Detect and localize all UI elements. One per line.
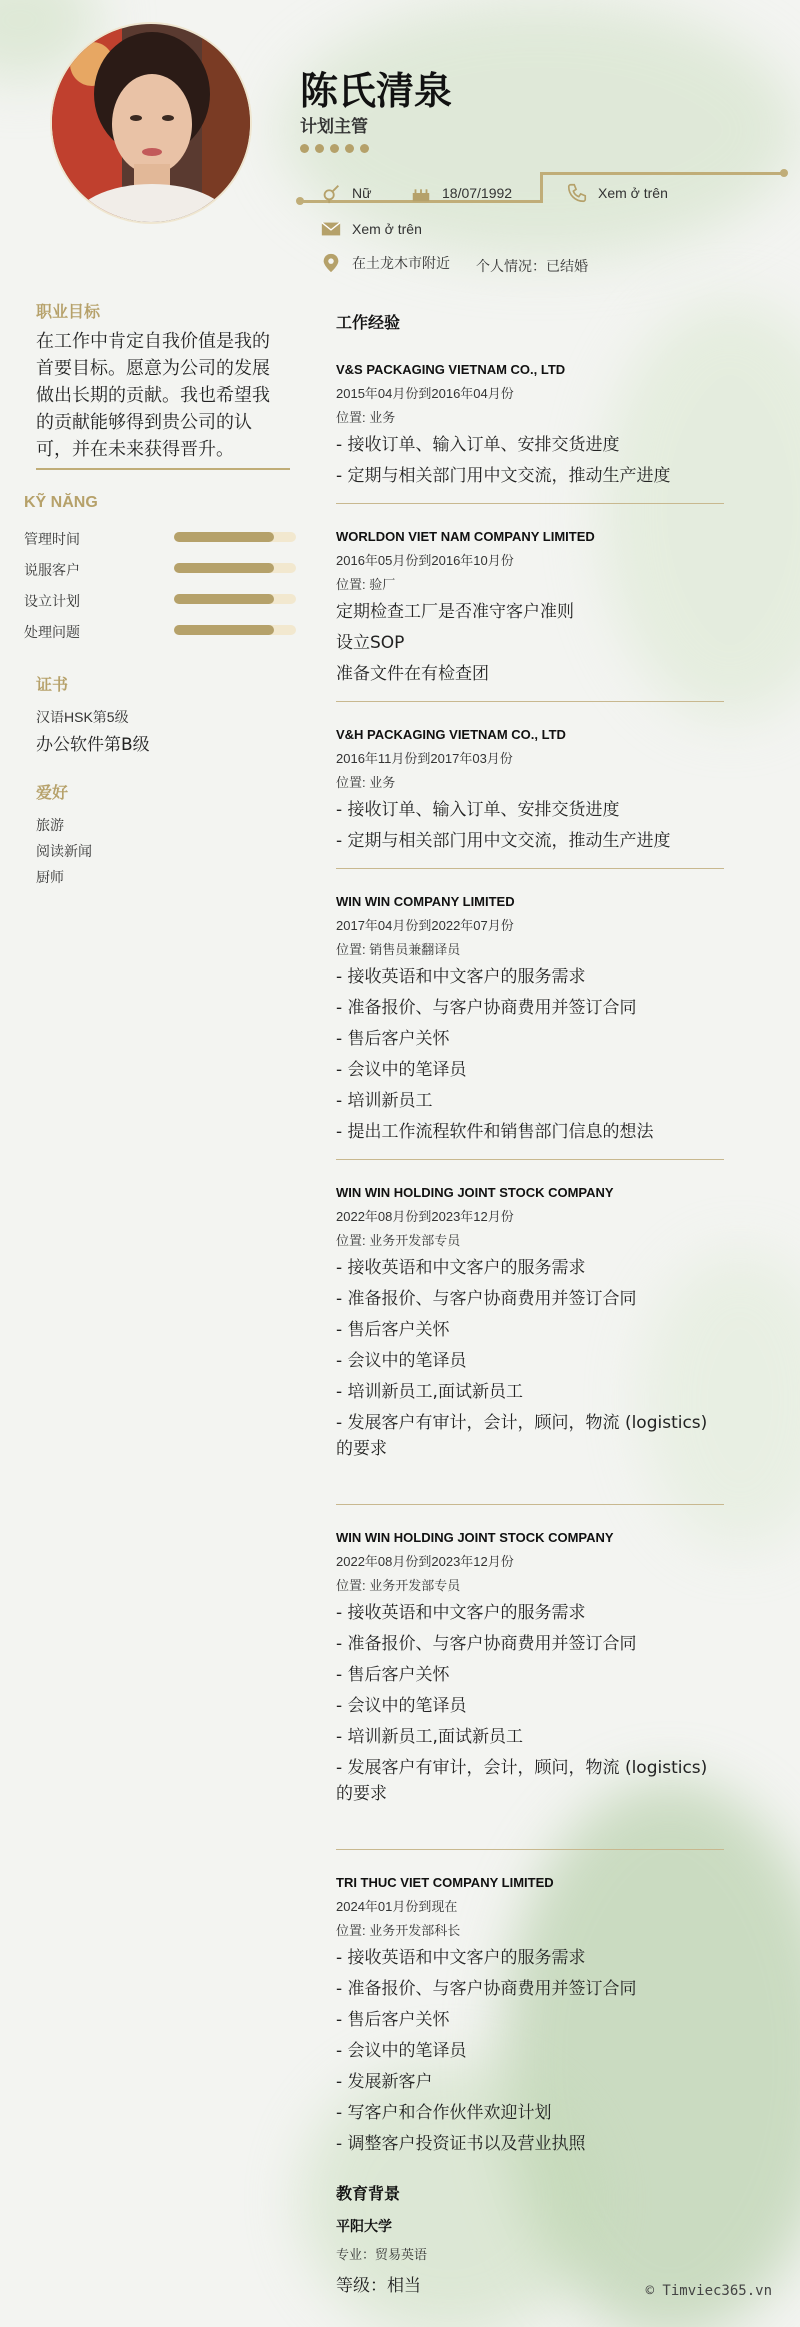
job-divider [336,868,724,869]
birthday-cake-icon [410,182,432,204]
hobby-item: 阅读新闻 [36,843,92,859]
job-duty: 准备文件在有检查团 [336,664,489,684]
job-duty: - 接收英语和中文客户的服务需求 [336,967,586,987]
main-column [336,310,724,2296]
job-duty: - 接收订单、输入订单、安排交货进度 [336,800,620,820]
objective-divider [36,468,290,470]
education-grade: 等级：相当 [336,2276,421,2296]
experience-entry [336,716,724,869]
skill-label: 设立计划 [24,593,80,609]
info-line-dot [296,197,304,205]
skill-fill [174,625,274,635]
footer-brand: © Timviec365.vn [645,2283,772,2299]
job-duty: 设立SOP [336,633,405,653]
job-duty: - 售后客户关怀 [336,1665,450,1685]
skill-fill [174,532,274,542]
job-duty: - 培训新员工,面试新员工 [336,1727,523,1747]
job-position: 位置: 业务 [336,410,396,425]
job-duty: - 会议中的笔译员 [336,1060,467,1080]
skill-label: 处理问题 [24,624,80,640]
job-duty: - 会议中的笔译员 [336,1351,467,1371]
gender-icon [320,182,342,204]
job-period: 2022年08月份到2023年12月份 [336,1554,514,1569]
job-duty: - 售后客户关怀 [336,1029,450,1049]
job-duty: - 写客户和合作伙伴欢迎计划 [336,2103,552,2123]
objective-text: 在工作中肯定自我价值是我的首要目标。愿意为公司的发展做出长期的贡献。我也希望我的贡献能够得到贵公司的认可，并在未来获得晋升。 [36,331,270,460]
job-duty: - 发展客户有审计，会计，顾问，物流 (logistics) 的要求 [336,1758,708,1804]
job-divider [336,1159,724,1160]
job-position: 位置: 业务开发部专员 [336,1578,461,1593]
phone-value: Xem ở trên [598,185,668,201]
hobby-item: 厨师 [36,869,64,885]
company-name: WIN WIN COMPANY LIMITED [336,894,515,909]
skill-bar [174,594,296,604]
education-title: 教育背景 [336,2186,401,2203]
job-position: 位置: 销售员兼翻译员 [336,942,461,957]
experience-list [336,351,724,2157]
hobbies-title: 爱好 [36,785,69,802]
info-line [543,172,783,175]
birthday-value: 18/07/1992 [442,185,513,201]
objective-title: 职业目标 [36,304,101,321]
experience-entry [336,1519,724,1850]
skill-row [24,558,294,578]
job-duty: 定期检查工厂是否准守客户准则 [336,602,574,622]
experience-entry [336,351,724,504]
email-icon [320,218,342,240]
info-line-dot [780,169,788,177]
phone-info [566,182,668,204]
job-duty: - 接收英语和中文客户的服务需求 [336,1603,586,1623]
job-duty: - 定期与相关部门用中文交流，推动生产进度 [336,831,671,851]
skill-bar [174,532,296,542]
job-period: 2022年08月份到2023年12月份 [336,1209,514,1224]
job-divider [336,701,724,702]
marital-info [476,256,588,276]
job-duty: - 培训新员工 [336,1091,433,1111]
address-info [320,252,450,274]
experience-entry [336,883,724,1160]
birthday-info [410,182,512,204]
avatar [52,24,250,222]
skill-bar [174,625,296,635]
job-duty: - 准备报价、与客户协商费用并签订合同 [336,1289,637,1309]
email-info [320,218,422,240]
address-value: 在土龙木市附近 [352,255,450,271]
job-duty: - 会议中的笔译员 [336,1696,467,1716]
job-duty: - 培训新员工,面试新员工 [336,1382,523,1402]
job-divider [336,503,724,504]
job-period: 2024年01月份到现在 [336,1899,458,1914]
job-duty: - 发展新客户 [336,2072,433,2092]
job-position: 位置: 验厂 [336,577,396,592]
skill-row [24,620,294,640]
phone-icon [566,182,588,204]
experience-entry [336,518,724,702]
job-position: 位置: 业务 [336,775,396,790]
company-name: V&H PACKAGING VIETNAM CO., LTD [336,727,566,742]
company-name: V&S PACKAGING VIETNAM CO., LTD [336,362,566,377]
job-duty: - 调整客户投资证书以及营业执照 [336,2134,586,2154]
education-school: 平阳大学 [336,2218,392,2234]
job-period: 2016年05月份到2016年10月份 [336,553,514,568]
skills-title: KỸ NĂNG [24,494,98,511]
job-period: 2015年04月份到2016年04月份 [336,386,514,401]
experience-entry [336,1864,724,2157]
email-value: Xem ở trên [352,221,422,237]
job-duty: - 会议中的笔译员 [336,2041,467,2061]
skill-label: 说服客户 [24,562,80,578]
experience-title: 工作经验 [336,315,401,332]
profile-photo [52,24,250,222]
job-duty: - 售后客户关怀 [336,1320,450,1340]
skill-row [24,589,294,609]
job-duty: - 准备报价、与客户协商费用并签订合同 [336,1634,637,1654]
certificate-item: 汉语HSK第5级 [36,709,129,725]
skill-bar [174,563,296,573]
company-name: WIN WIN HOLDING JOINT STOCK COMPANY [336,1185,614,1200]
company-name: WIN WIN HOLDING JOINT STOCK COMPANY [336,1530,614,1545]
info-line [540,172,543,203]
candidate-name: 陈氏清泉 [300,69,453,113]
job-duty: - 发展客户有审计，会计，顾问，物流 (logistics) 的要求 [336,1413,708,1459]
gender-info [320,182,371,204]
experience-entry [336,1174,724,1505]
education-major: 专业：贸易英语 [336,2247,428,2262]
certificate-item: 办公软件第B级 [36,735,150,755]
certificates-title: 证书 [36,677,69,694]
skill-label: 管理时间 [24,531,80,547]
marital-value: 个人情况：已结婚 [476,258,588,274]
job-period: 2017年04月份到2022年07月份 [336,918,514,933]
location-pin-icon [320,252,342,274]
job-period: 2016年11月份到2017年03月份 [336,751,513,766]
job-duty: - 准备报价、与客户协商费用并签订合同 [336,998,637,1018]
job-duty: - 售后客户关怀 [336,2010,450,2030]
job-duty: - 接收英语和中文客户的服务需求 [336,1258,586,1278]
skill-fill [174,563,274,573]
title-dots [300,144,369,153]
job-duty: - 准备报价、与客户协商费用并签订合同 [336,1979,637,1999]
job-duty: - 提出工作流程软件和销售部门信息的想法 [336,1122,654,1142]
company-name: TRI THUC VIET COMPANY LIMITED [336,1875,554,1890]
job-title: 计划主管 [300,117,368,137]
skill-fill [174,594,274,604]
job-position: 位置: 业务开发部专员 [336,1233,461,1248]
company-name: WORLDON VIET NAM COMPANY LIMITED [336,529,595,544]
skill-row [24,527,294,547]
gender-value: Nữ [352,185,372,201]
job-duty: - 接收订单、输入订单、安排交货进度 [336,435,620,455]
job-divider [336,1504,724,1505]
job-divider [336,1849,724,1850]
job-position: 位置: 业务开发部科长 [336,1923,461,1938]
job-duty: - 接收英语和中文客户的服务需求 [336,1948,586,1968]
hobby-item: 旅游 [36,817,64,833]
job-duty: - 定期与相关部门用中文交流，推动生产进度 [336,466,671,486]
